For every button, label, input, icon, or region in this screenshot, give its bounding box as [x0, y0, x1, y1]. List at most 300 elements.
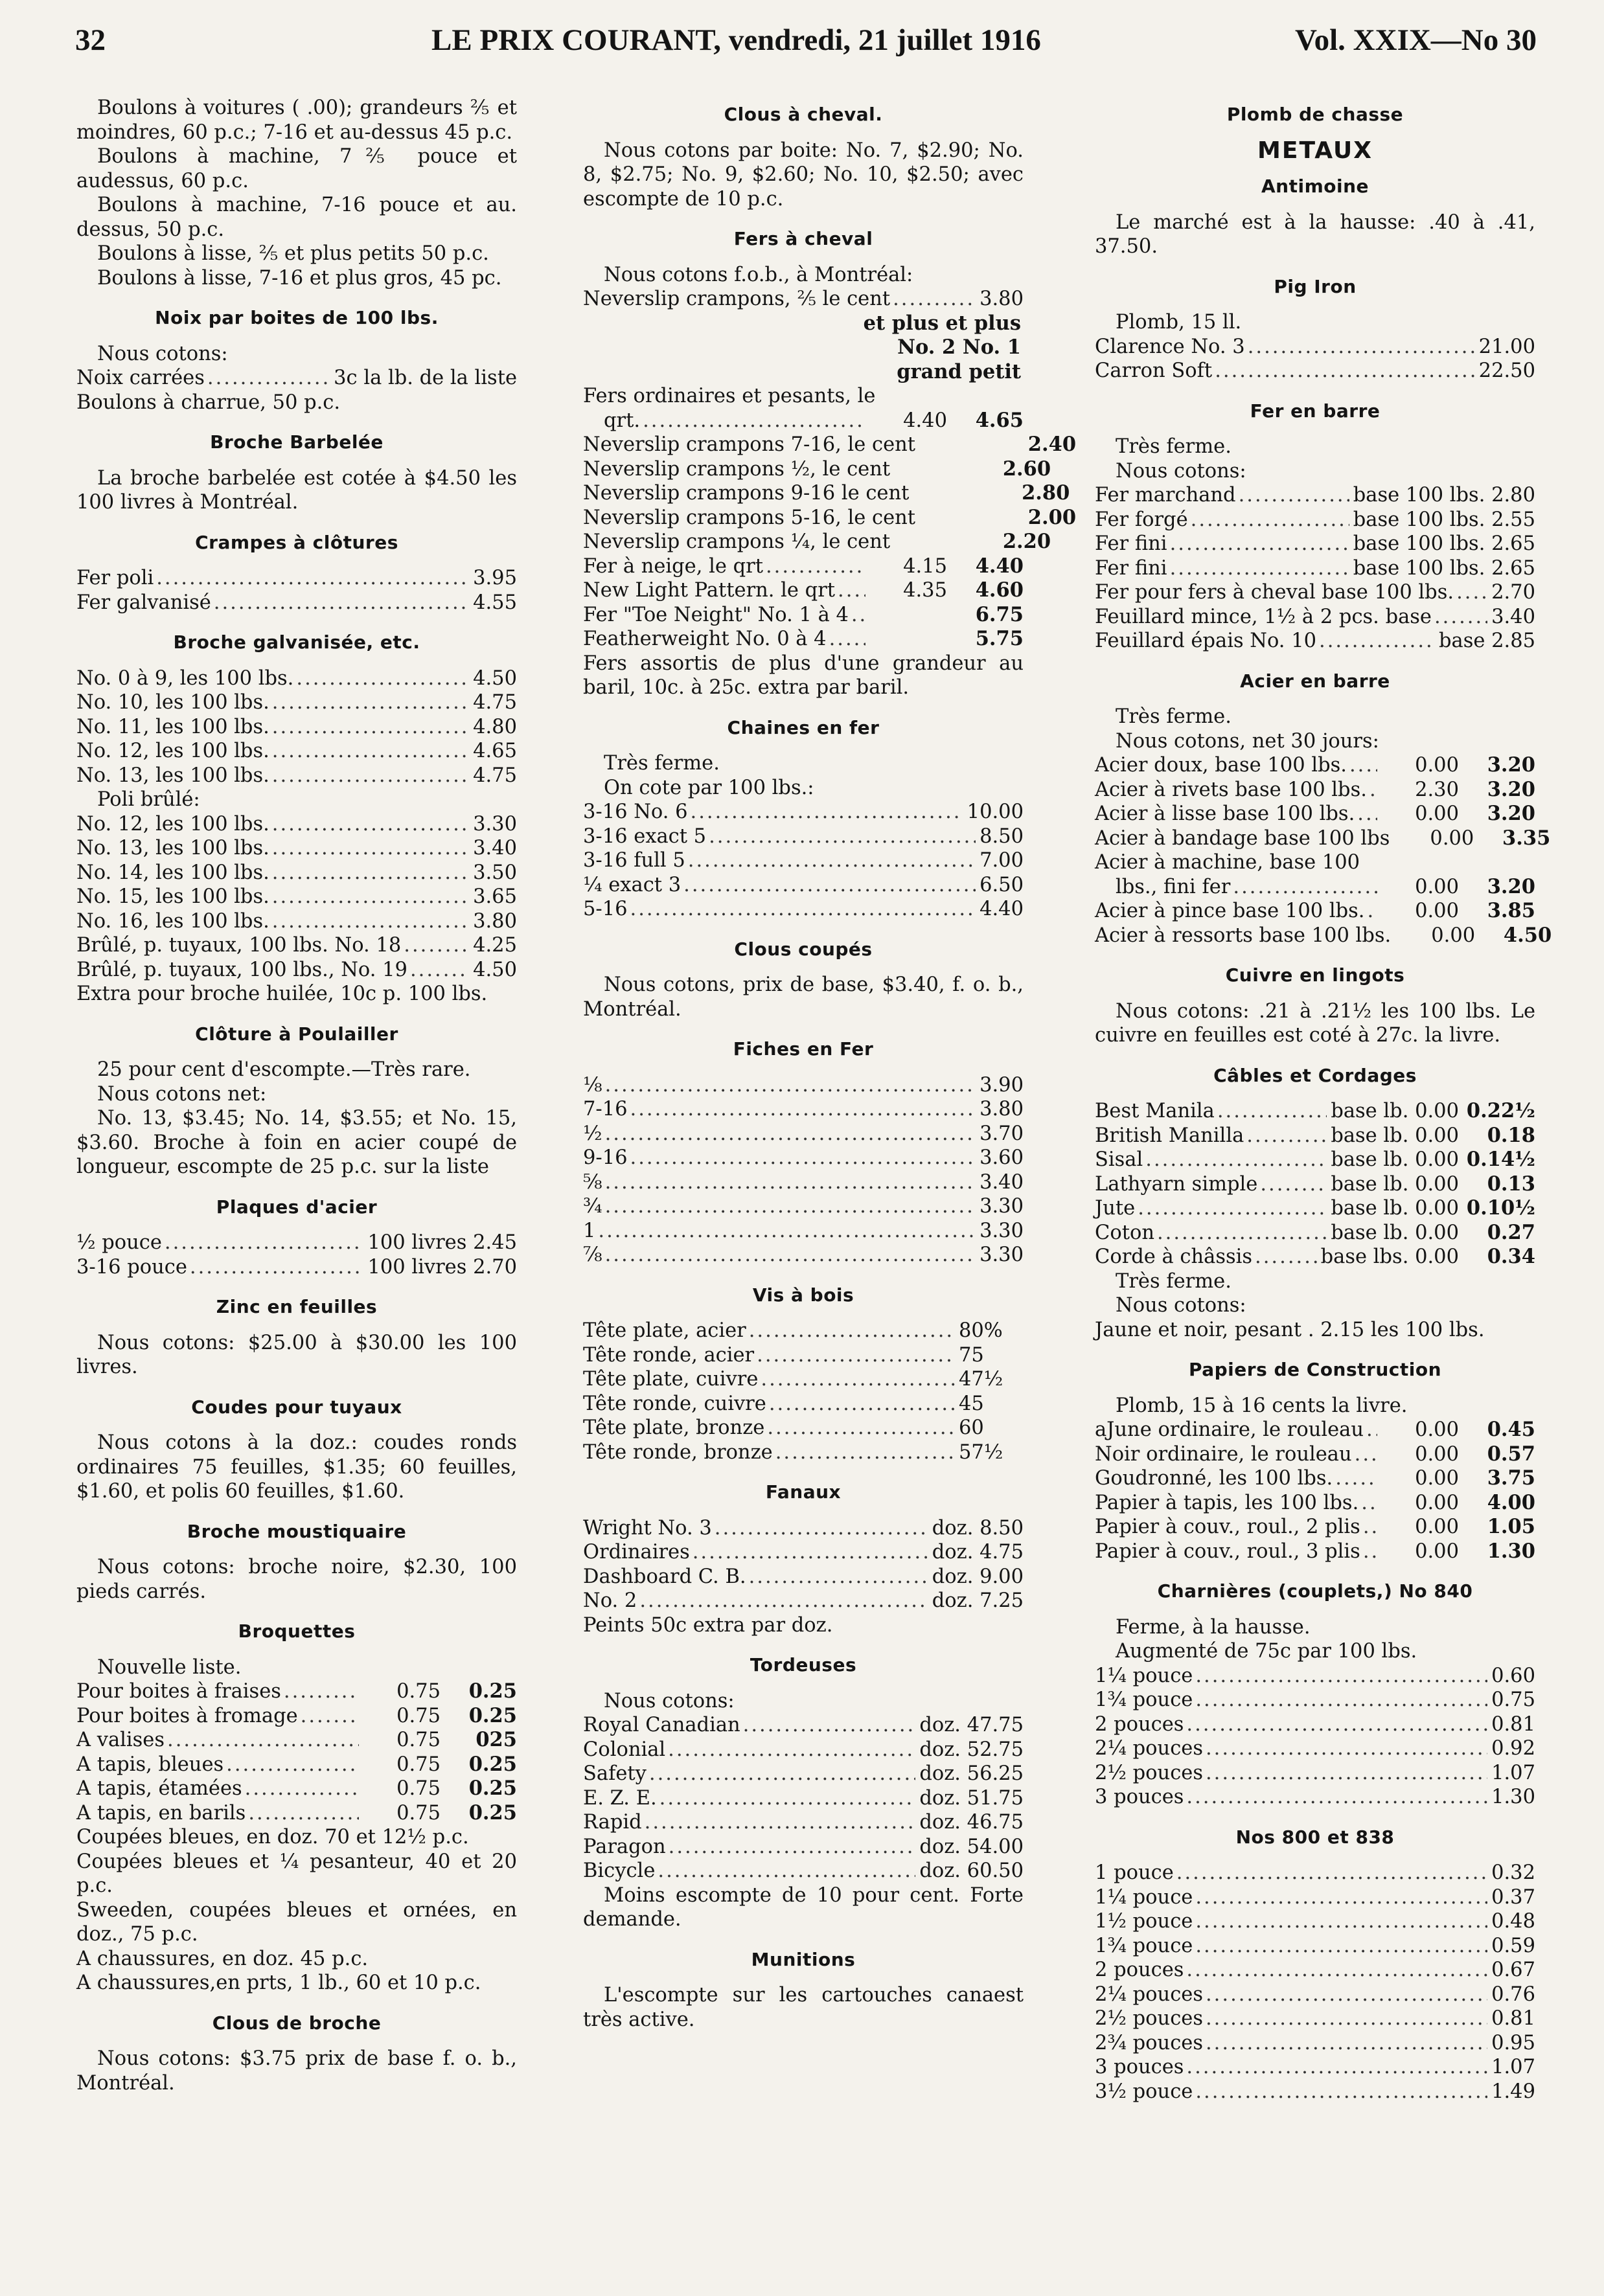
item-price: 0.32: [1491, 1861, 1535, 1884]
item-price: 3.30: [980, 1244, 1024, 1266]
item-price: 3.40: [1491, 605, 1535, 628]
item-label: 3 pouces: [1095, 2056, 1184, 2078]
price-row: [583, 1835, 1024, 1859]
item-price: 3.70: [980, 1122, 1024, 1145]
dot-leader: [1369, 778, 1377, 802]
item-price: base 2.85: [1438, 630, 1535, 652]
price-row: [1095, 875, 1535, 900]
note-text: Peints 50c extra par doz.: [583, 1613, 833, 1637]
item-label: Feuillard mince, 1½ à 2 pcs. base: [1095, 605, 1432, 628]
item-price: 6.50: [980, 873, 1024, 896]
price-row: [1095, 1983, 1535, 2007]
dot-leader: [1246, 1124, 1327, 1148]
item-price: 3c la lb. de la liste: [334, 367, 517, 389]
item-label: New Light Pattern. le qrt: [583, 579, 836, 602]
section-heading: Tordeuses: [750, 1654, 857, 1676]
item-price: 4.55: [473, 591, 517, 614]
dot-leader: [1367, 899, 1377, 924]
coudes-section: [76, 1395, 517, 1504]
item-price: 0.18: [1487, 1123, 1535, 1147]
item-price: 0.60: [1491, 1664, 1535, 1687]
item-price: doz. 46.75: [919, 1811, 1024, 1834]
item-label: 2¼ pouces: [1095, 1737, 1203, 1760]
dot-leader: [668, 1738, 915, 1762]
dot-leader: [775, 1440, 955, 1465]
dot-leader: [1355, 1442, 1377, 1467]
section-heading: Crampes à clôtures: [195, 531, 398, 553]
item-label: No. 10, les 100 lbs.: [76, 691, 269, 714]
price-row: [583, 1565, 1024, 1589]
price-row: [1095, 826, 1551, 851]
item-price: 0.76: [1491, 1983, 1535, 2006]
item-label: E. Z. E.: [583, 1786, 657, 1810]
dot-leader: [1260, 1172, 1327, 1197]
item-price: 4.75: [473, 691, 517, 714]
item-price: 0.00: [1415, 802, 1459, 825]
dot-leader: [1363, 1540, 1377, 1564]
section-heading: Papiers de Construction: [1188, 1359, 1442, 1380]
item-label: 1¼ pouce: [1095, 1885, 1193, 1909]
dot-leader: [630, 1097, 976, 1122]
item-label: Fer poli: [76, 567, 154, 589]
price-row: [1095, 2006, 1535, 2031]
dot-leader: [1335, 1466, 1377, 1491]
dot-leader: [301, 1704, 359, 1729]
dot-leader: [272, 715, 469, 740]
dot-leader: [1319, 629, 1435, 654]
price-row: [583, 1319, 1024, 1343]
item-price: 2.30: [1415, 778, 1459, 801]
section-heading: Pig Iron: [1274, 275, 1357, 297]
dot-leader: [1206, 2006, 1487, 2031]
dot-leader: [709, 824, 976, 849]
section-heading: Fiches en Fer: [733, 1038, 874, 1060]
item-price: 0.75: [396, 1777, 441, 1800]
price-row: [1095, 1124, 1535, 1148]
section-heading: Coudes pour tuyaux: [191, 1396, 402, 1418]
item-price: doz. 47.75: [919, 1714, 1024, 1736]
row-label: Acier à machine, base 100: [1095, 851, 1360, 874]
item-label: Fer fini: [1095, 556, 1167, 580]
item-price: 0.25: [468, 1801, 517, 1824]
dot-leader: [1138, 1196, 1327, 1221]
item-price: 4.40: [980, 898, 1024, 920]
item-label: Dashboard C. B.: [583, 1565, 746, 1588]
item-price: base 100 lbs. 2.80: [1353, 484, 1535, 506]
item-price: base 100 lbs. 2.65: [1353, 532, 1535, 555]
paragraph: Très ferme.: [1116, 1269, 1232, 1293]
price-row: [1095, 1540, 1535, 1564]
price-row: [583, 505, 1077, 530]
item-label: Fer à neige, le qrt: [583, 554, 763, 578]
price-row: [1095, 1958, 1535, 1983]
dot-leader: [1363, 1515, 1377, 1540]
item-price: 4.65: [473, 740, 517, 762]
section-heading: Vis à bois: [752, 1284, 854, 1306]
item-price: 0.00: [1415, 1418, 1459, 1441]
row-label: Fers ordinaires et pesants, le: [583, 385, 876, 407]
item-price: 1.07: [1491, 1761, 1535, 1784]
dot-leader: [767, 1416, 955, 1440]
item-label: 3 pouces: [1095, 1786, 1184, 1808]
item-label: qrt.: [604, 409, 641, 432]
paragraph: La broche barbelée est cotée à $4.50 les 100 livres à Montréal.: [76, 466, 517, 514]
boulons-section: [76, 96, 517, 290]
item-price: 0.57: [1487, 1442, 1535, 1466]
section-heading: Zinc en feuilles: [216, 1296, 378, 1317]
item-label: ¼ exact 3: [583, 873, 682, 896]
price-row: [583, 824, 1024, 849]
dot-leader: [1157, 1221, 1327, 1245]
price-row: [76, 1231, 517, 1255]
price-row: [76, 909, 517, 934]
dot-leader: [1239, 483, 1349, 508]
item-label: Jute: [1095, 1197, 1136, 1220]
item-label: Tête plate, bronze: [583, 1416, 765, 1439]
item-price: 0.75: [396, 1753, 441, 1776]
price-row: [1095, 1909, 1535, 1934]
item-price: 3.95: [473, 567, 517, 589]
price-row: [1095, 899, 1535, 924]
item-label: Neverslip crampons ½, le cent: [583, 457, 891, 481]
item-price: 57½: [959, 1440, 1003, 1464]
item-price: doz. 51.75: [919, 1786, 1024, 1810]
price-row: [583, 530, 1051, 554]
price-row: [76, 836, 517, 861]
dot-leader: [248, 1801, 359, 1826]
item-label: Corde à châssis: [1095, 1245, 1253, 1268]
price-row: [76, 1704, 517, 1729]
item-price: 0.25: [468, 1777, 517, 1800]
paragraph: Nous cotons:: [1116, 1294, 1246, 1317]
dot-leader: [272, 739, 469, 764]
price-row: [76, 764, 517, 788]
price-row: [583, 1738, 1024, 1762]
item-label: lbs., fini fer: [1116, 875, 1231, 898]
crampes-section: [76, 530, 517, 615]
item-price: 0.22½: [1466, 1099, 1535, 1122]
dot-leader: [1217, 1099, 1327, 1124]
price-row: [76, 958, 517, 983]
price-row: [76, 1801, 517, 1826]
price-row: [76, 591, 517, 615]
price-row: [583, 1516, 1024, 1541]
item-label: 1¾ pouce: [1095, 1688, 1193, 1711]
price-row: [583, 1713, 1024, 1738]
item-price: 0.00: [1430, 826, 1474, 850]
price-row: [1095, 556, 1535, 581]
item-label: No. 15, les 100 lbs.: [76, 885, 269, 908]
section-heading: Noix par boites de 100 lbs.: [155, 307, 439, 328]
paragraph: Boulons à lisse, 7-16 et plus gros, 45 pc.: [97, 266, 502, 290]
price-row: [583, 1170, 1024, 1195]
price-row: [76, 739, 517, 764]
item-label: Brûlé, p. tuyaux, 100 lbs., No. 19: [76, 958, 407, 981]
paragraph: Très ferme.: [1116, 435, 1232, 458]
paragraph: Ferme, à la hausse.: [1116, 1615, 1311, 1639]
price-row: [1095, 1785, 1535, 1810]
price-row: [583, 848, 1024, 873]
item-price: 1.05: [1487, 1515, 1535, 1538]
dot-leader: [1195, 1934, 1487, 1959]
price-row: [1095, 605, 1535, 630]
dot-leader: [1357, 802, 1377, 826]
price-row: [76, 715, 517, 740]
paragraph: Nous cotons: broche noire, $2.30, 100 pieds carrés.: [76, 1556, 517, 1603]
paragraph: Nous cotons: $3.75 prix de base f. o. b., Montréal.: [76, 2047, 517, 2095]
item-label: No. 13, les 100 lbs.: [76, 764, 269, 787]
dot-leader: [749, 1565, 928, 1589]
item-label: No. 0 à 9, les 100 lbs.: [76, 666, 294, 690]
item-label: aJune ordinaire, le rouleau: [1095, 1418, 1364, 1441]
price-row: [1095, 359, 1535, 383]
note-text: Sweeden, coupées bleues et ornées, en doz., 75 p.c.: [76, 1898, 517, 1946]
item-label: 2 pouces: [1095, 1712, 1184, 1736]
dot-leader: [639, 1589, 928, 1613]
dot-leader: [1255, 1245, 1317, 1269]
item-price: 3.80: [473, 909, 517, 933]
item-price: 0.10½: [1466, 1196, 1535, 1220]
item-label: 5-16: [583, 898, 628, 920]
item-label: Goudronné, les 100 lbs.: [1095, 1467, 1333, 1490]
dot-leader: [659, 1786, 916, 1811]
note-text: A chaussures,en prts, 1 lb., 60 et 10 p.c.: [76, 1972, 481, 1994]
plaques-section: [76, 1195, 517, 1280]
paragraph: Augmenté de 75c par 100 lbs.: [1116, 1640, 1417, 1663]
price-row: [583, 897, 1024, 922]
item-label: 1: [583, 1219, 596, 1242]
item-label: Fer "Toe Neight" No. 1 à 4: [583, 603, 849, 626]
section-heading: Fanaux: [765, 1481, 842, 1503]
item-price: 5.75: [975, 627, 1024, 650]
item-label: 3-16 full 5: [583, 849, 685, 872]
broquettes-section: [76, 1619, 517, 1995]
item-price: 3.75: [1487, 1466, 1535, 1490]
note-text: A chaussures, en doz. 45 p.c.: [76, 1947, 369, 1970]
item-label: No. 11, les 100 lbs.: [76, 715, 269, 738]
price-row: [1095, 1761, 1535, 1786]
item-price: 2.60: [1002, 457, 1051, 481]
cables-section: [1095, 1063, 1535, 1343]
item-price: 3.30: [473, 812, 517, 835]
item-price: 3.85: [1487, 899, 1535, 922]
item-price: 6.75: [975, 602, 1024, 626]
pig-iron-section: [1095, 275, 1535, 383]
broche-galvanisee-section: [76, 630, 517, 1006]
price-row: [583, 1367, 1024, 1392]
dot-leader: [272, 861, 469, 885]
dot-leader: [1176, 1861, 1487, 1885]
item-price: 60: [959, 1416, 984, 1439]
page-header: [75, 23, 1537, 67]
publication-title: LE PRIX COURANT, vendredi, 21 juillet 1916: [431, 23, 1041, 57]
item-price: doz. 7.25: [932, 1589, 1024, 1612]
section-heading: Plaques d'acier: [216, 1196, 378, 1218]
item-price: 4.35: [903, 579, 947, 602]
price-row: [1095, 1688, 1535, 1712]
item-label: 1½ pouce: [1095, 1910, 1193, 1933]
item-price: 0.00: [1415, 754, 1459, 777]
price-row: [76, 566, 517, 591]
item-label: Pour boites à fromage: [76, 1704, 298, 1727]
fers-cheval-section: [583, 227, 1077, 700]
item-price: 0.25: [468, 1703, 517, 1727]
item-price: 3.20: [1487, 874, 1535, 898]
section-heading: Munitions: [751, 1948, 856, 1970]
item-price: 1.30: [1491, 1786, 1535, 1808]
item-price: 0.25: [468, 1679, 517, 1703]
item-label: Fer pour fers à cheval base 100 lbs.: [1095, 581, 1454, 604]
price-row: [1095, 1196, 1535, 1221]
item-label: Tête ronde, acier: [583, 1343, 755, 1367]
paragraph: Nous cotons: $25.00 à $30.00 les 100 livres.: [76, 1331, 517, 1378]
item-price: 0.25: [468, 1752, 517, 1776]
fer-barre-section: [1095, 399, 1535, 654]
item-label: Coton: [1095, 1221, 1154, 1244]
item-label: Safety: [583, 1762, 647, 1785]
price-row: [1095, 2055, 1535, 2080]
dot-leader: [272, 836, 469, 861]
intro-text: Nous cotons:: [604, 1689, 735, 1712]
section-heading: Clous à cheval.: [724, 104, 883, 125]
dot-leader: [757, 1343, 955, 1368]
item-price: 0.75: [396, 1680, 441, 1703]
noix-section: [76, 306, 517, 415]
dot-leader: [272, 885, 469, 909]
item-price: 0.00: [1431, 924, 1476, 947]
item-label: Acier doux, base 100 lbs.: [1095, 754, 1347, 777]
item-label: Papier à tapis, les 100 lbs.: [1095, 1491, 1359, 1514]
price-row: [76, 690, 517, 715]
dot-leader: [1248, 335, 1475, 359]
item-price: 2.70: [1491, 581, 1535, 604]
item-price: 75: [959, 1343, 984, 1367]
item-label: 2½ pouces: [1095, 1761, 1203, 1784]
dot-leader: [598, 1219, 976, 1244]
price-row: [583, 1146, 1024, 1170]
item-label: A tapis, étamées: [76, 1777, 242, 1800]
item-price: base 100 lbs. 2.55: [1353, 508, 1535, 531]
item-label: Tête plate, acier: [583, 1319, 746, 1342]
item-price: 0.14½: [1466, 1148, 1535, 1171]
price-row: [583, 578, 1024, 603]
item-price: doz. 8.50: [932, 1516, 1024, 1540]
dot-leader: [272, 764, 469, 788]
item-label: No. 16, les 100 lbs.: [76, 909, 269, 933]
item-label: Tête plate, cuivre: [583, 1368, 759, 1391]
item-price: 3.30: [980, 1195, 1024, 1218]
item-label: ¾: [583, 1195, 602, 1218]
item-label: Tête ronde, cuivre: [583, 1392, 766, 1415]
chaines-section: [583, 716, 1024, 922]
item-price: 4.40: [975, 554, 1024, 578]
price-row: [76, 885, 517, 909]
dot-leader: [1186, 1958, 1487, 1983]
item-price: 025: [475, 1728, 517, 1751]
dot-leader: [1195, 1909, 1487, 1934]
acier-barre-section: [1095, 669, 1552, 948]
price-row: [583, 554, 1024, 579]
item-price: 2.00: [1027, 505, 1077, 529]
section-heading: Plomb de chasse: [1226, 104, 1404, 125]
item-label: Fer galvanisé: [76, 591, 211, 614]
dot-leader: [643, 409, 865, 433]
item-label: Best Manila: [1095, 1100, 1215, 1122]
item-label: 2¼ pouces: [1095, 1983, 1203, 2006]
section-heading: Fers à cheval: [733, 228, 873, 249]
price-row: [583, 1392, 1024, 1416]
item-label: No. 12, les 100 lbs.: [76, 740, 269, 762]
dot-leader: [1195, 2080, 1487, 2104]
price-row: [583, 1440, 1024, 1465]
item-label: Feuillard épais No. 10: [1095, 630, 1317, 652]
item-price: base lb. 0.00: [1331, 1100, 1459, 1122]
subheading-text: Poli brûlé:: [97, 788, 200, 811]
clous-broche-section: [76, 2011, 517, 2096]
dot-leader: [605, 1170, 976, 1195]
dot-leader: [658, 1859, 915, 1883]
item-price: base lb. 0.00: [1331, 1172, 1459, 1196]
vis-section: [583, 1283, 1024, 1465]
section-heading: Clous de broche: [212, 2012, 382, 2034]
dot-leader: [838, 578, 865, 603]
item-price: 4.65: [975, 408, 1024, 432]
item-price: 3.40: [473, 837, 517, 859]
item-price: doz. 4.75: [932, 1541, 1024, 1563]
paragraph: On cote par 100 lbs.:: [604, 776, 814, 799]
item-label: 3-16 pouce: [76, 1255, 187, 1279]
item-price: 0.27: [1487, 1220, 1535, 1244]
paragraph: Nous cotons à la doz.: coudes ronds ordinaires 75 feuilles, $1.35; 60 feuilles, $1.60, et polis 60 feuilles, $1.60.: [76, 1431, 517, 1503]
item-price: 1.30: [1487, 1539, 1535, 1563]
item-label: 1¾ pouce: [1095, 1934, 1193, 1957]
section-heading: Charnières (couplets,) No 840: [1157, 1580, 1473, 1602]
dot-leader: [1170, 532, 1349, 556]
item-label: ½ pouce: [76, 1231, 162, 1254]
item-label: Fer marchand: [1095, 484, 1236, 506]
paragraph: L'escompte sur les cartouches canaest très active.: [583, 1984, 1024, 2031]
item-price: 45: [959, 1392, 984, 1415]
item-label: Acier à pince base 100 lbs.: [1095, 900, 1365, 922]
price-row: [1095, 1099, 1535, 1124]
price-row: [1095, 1934, 1535, 1959]
price-row: [583, 1097, 1024, 1122]
note-text: Coupées bleues, en doz. 70 et 12½ p.c.: [76, 1826, 469, 1848]
paragraph: Très ferme.: [604, 752, 720, 775]
item-price: 0.75: [396, 1704, 441, 1727]
item-price: doz. 60.50: [919, 1859, 1024, 1882]
price-row: [583, 433, 1077, 457]
section-heading: Chaines en fer: [727, 716, 880, 738]
section-heading: Fer en barre: [1250, 400, 1381, 422]
price-row: [583, 481, 1070, 506]
papiers-section: [1095, 1358, 1535, 1563]
dot-leader: [691, 800, 963, 824]
section-heading: Nos 800 et 838: [1235, 1826, 1395, 1848]
price-row: [583, 1122, 1024, 1146]
item-label: Acier à ressorts base 100 lbs.: [1095, 924, 1392, 947]
paragraph: Nous cotons net:: [97, 1082, 267, 1106]
column-headings: No. 2 No. 1: [897, 335, 1021, 359]
item-label: ½: [583, 1122, 602, 1145]
paragraph: Nous cotons, net 30 jours:: [1116, 729, 1379, 753]
item-label: ⅛: [583, 1073, 602, 1097]
dot-leader: [669, 1835, 916, 1859]
item-price: doz. 56.25: [919, 1762, 1024, 1785]
item-label: 3-16 exact 5: [583, 824, 707, 848]
item-label: Royal Canadian: [583, 1714, 740, 1736]
price-row: [1095, 1861, 1535, 1885]
